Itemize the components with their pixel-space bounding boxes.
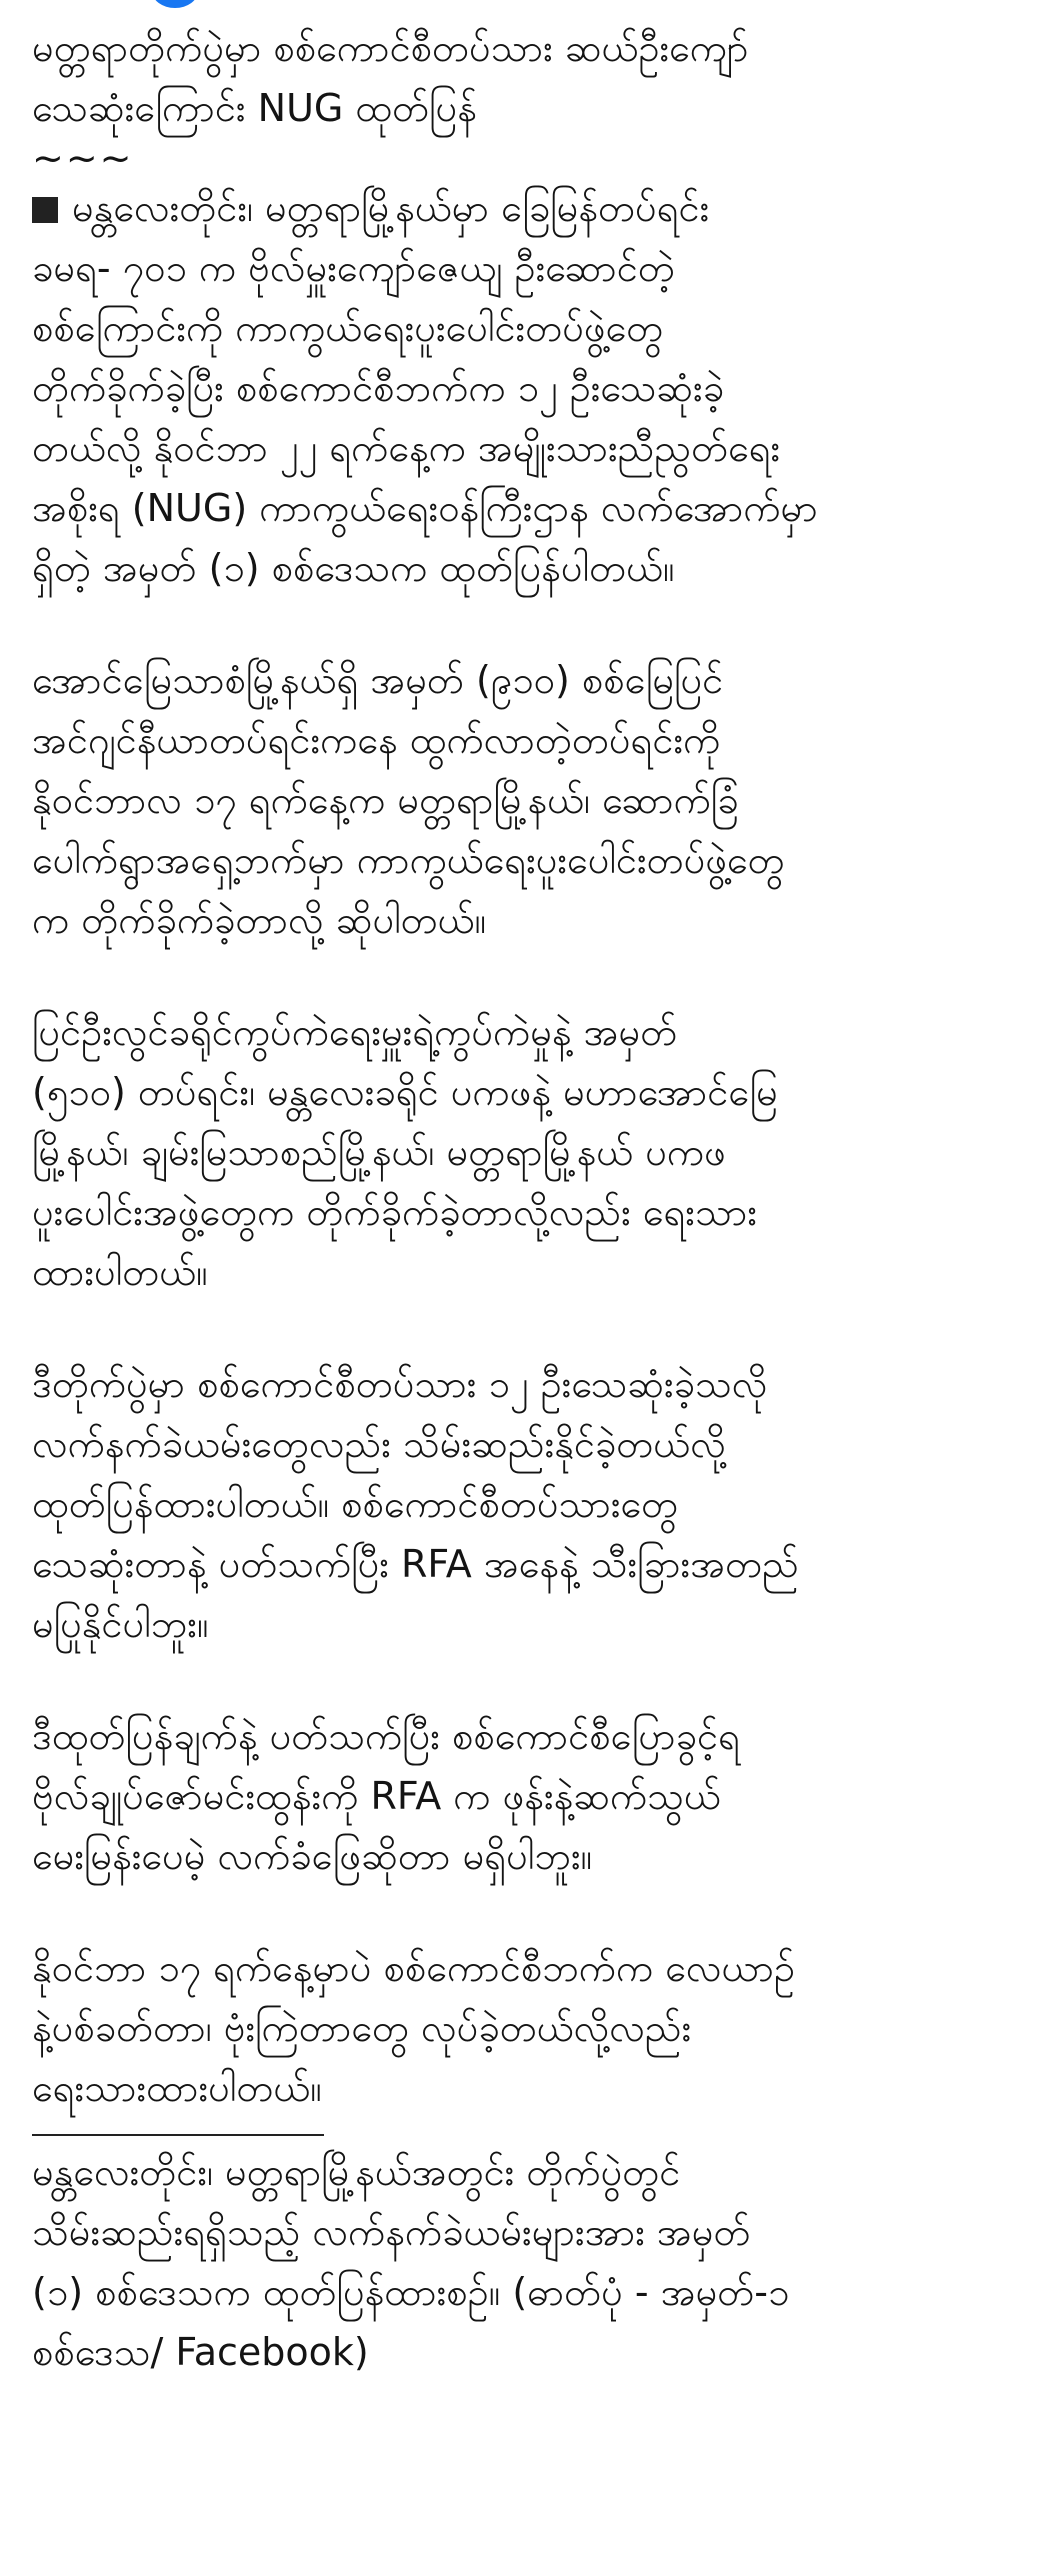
paragraph-line: ထုတ်ပြန်ထားပါတယ်။ စစ်ကောင်စီတပ်သားတွေ	[32, 1482, 679, 1526]
paragraph-line: မေးမြန်းပေမဲ့ လက်ခံဖြေဆိုတာ မရှိပါဘူး။	[32, 1834, 593, 1878]
paragraph-line: ပူးပေါင်းအဖွဲ့တွေက တိုက်ခိုက်ခဲ့တာလို့လည်း ရေးသား	[32, 1190, 757, 1234]
caption-line: သိမ်းဆည်းရရှိသည့် လက်နက်ခဲယမ်းများအား အမှတ်	[32, 2210, 751, 2254]
paragraph-3	[32, 1002, 1032, 1302]
photo-caption	[32, 2142, 1032, 2382]
paragraph-line	[32, 178, 1032, 238]
headline-line: မတ္တရာတိုက်ပွဲမှာ စစ်ကောင်စီတပ်သား ဆယ်ဦးကျော်	[32, 26, 749, 70]
paragraph-line: ရေးသားထားပါတယ်။	[32, 2066, 322, 2110]
separator: ~~~	[32, 136, 134, 180]
paragraph-6	[32, 1938, 1032, 2118]
paragraph-line: ဒီထုတ်ပြန်ချက်နဲ့ ပတ်သက်ပြီး စစ်ကောင်စီပြောခွင့်ရ	[32, 1714, 740, 1758]
profile-avatar-fragment[interactable]	[152, 0, 198, 8]
caption-divider	[32, 2134, 324, 2136]
paragraph-line: နဲ့ပစ်ခတ်တာ၊ ဗုံးကြဲတာတွေ လုပ်ခဲ့တယ်လို့လည်း	[32, 2006, 692, 2050]
paragraph-line: ရှိတဲ့ အမှတ် (၁) စစ်ဒေသက ထုတ်ပြန်ပါတယ်။	[32, 546, 675, 590]
paragraph-1	[32, 178, 1032, 598]
paragraph-line: တိုက်ခိုက်ခဲ့ပြီး စစ်ကောင်စီဘက်က ၁၂ ဦးသေဆုံးခဲ့	[32, 366, 725, 410]
paragraph-line: အင်ဂျင်နီယာတပ်ရင်းကနေ ထွက်လာတဲ့တပ်ရင်းကို	[32, 718, 721, 762]
paragraph-line: စစ်ကြောင်းကို ကာကွယ်ရေးပူးပေါင်းတပ်ဖွဲ့တွေ	[32, 306, 664, 350]
paragraph-line: ထားပါတယ်။	[32, 1250, 208, 1294]
paragraph-line: (၅၁၀) တပ်ရင်း၊ မန္တလေးခရိုင် ပကဖနဲ့ မဟာအောင်မြေ	[32, 1070, 778, 1114]
paragraph-line: မပြုနိုင်ပါဘူး။	[32, 1602, 209, 1646]
paragraph-line: က တိုက်ခိုက်ခဲ့တာလို့ ဆိုပါတယ်။	[32, 898, 487, 942]
paragraph-line: ပေါက်ရွာအရှေ့ဘက်မှာ ကာကွယ်ရေးပူးပေါင်းတပ်ဖွဲ့တွေ	[32, 838, 785, 882]
paragraph-line: ဗိုလ်ချုပ်ဇော်မင်းထွန်းကို RFA က ဖုန်းနဲ့ဆက်သွယ်	[32, 1774, 721, 1818]
caption-line: မန္တလေးတိုင်း၊ မတ္တရာမြို့နယ်အတွင်း တိုက်ပွဲတွင်	[32, 2150, 681, 2194]
paragraph-line: လက်နက်ခဲယမ်းတွေလည်း သိမ်းဆည်းနိုင်ခဲ့တယ်လို့	[32, 1422, 726, 1466]
square-bullet-icon	[32, 197, 58, 223]
paragraph-5	[32, 1706, 1032, 1886]
headline-line: သေဆုံးကြောင်း NUG ထုတ်ပြန်	[32, 86, 477, 130]
paragraph-line: မြို့နယ်၊ ချမ်းမြသာစည်မြို့နယ်၊ မတ္တရာမြို့နယ် ပကဖ	[32, 1130, 726, 1174]
paragraph-4	[32, 1354, 1032, 1654]
paragraph-line: နိုဝင်ဘာ ၁၇ ရက်နေ့မှာပဲ စစ်ကောင်စီဘက်က လေယာဉ်	[32, 1946, 796, 1990]
caption-line: (၁) စစ်ဒေသက ထုတ်ပြန်ထားစဉ်။ (ဓာတ်ပုံ - အမှတ်-၁	[32, 2270, 790, 2314]
headline	[32, 18, 1032, 138]
paragraph-line: သေဆုံးတာနဲ့ ပတ်သက်ပြီး RFA အနေနဲ့ သီးခြားအတည်	[32, 1542, 799, 1586]
paragraph-line: အောင်မြေသာစံမြို့နယ်ရှိ အမှတ် (၉၁၀) စစ်မြေပြင်	[32, 658, 724, 702]
paragraph-2	[32, 650, 1032, 950]
paragraph-line: နိုဝင်ဘာလ ၁၇ ရက်နေ့က မတ္တရာမြို့နယ်၊ ဆောက်ခြံ	[32, 778, 739, 822]
paragraph-line-text: မန္တလေးတိုင်း၊ မတ္တရာမြို့နယ်မှာ ခြေမြန်တပ်ရင်း	[72, 186, 710, 230]
paragraph-line: ခမရ- ၇၀၁ က ဗိုလ်မှူးကျော်ဇေယျ ဦးဆောင်တဲ့	[32, 246, 675, 290]
paragraph-line: တယ်လို့ နိုဝင်ဘာ ၂၂ ရက်နေ့က အမျိုးသားညီညွတ်ရေး	[32, 426, 781, 470]
paragraph-line: ဒီတိုက်ပွဲမှာ စစ်ကောင်စီတပ်သား ၁၂ ဦးသေဆုံးခဲ့သလို	[32, 1362, 768, 1406]
paragraph-line: အစိုးရ (NUG) ကာကွယ်ရေးဝန်ကြီးဌာန လက်အောက်မှာ	[32, 486, 818, 530]
paragraph-line: ပြင်ဦးလွင်ခရိုင်ကွပ်ကဲရေးမှူးရဲ့ကွပ်ကဲမှုနဲ့ အမှတ်	[32, 1010, 678, 1054]
post-body	[32, 18, 1032, 2382]
caption-line: စစ်ဒေသ/ Facebook)	[32, 2330, 369, 2374]
